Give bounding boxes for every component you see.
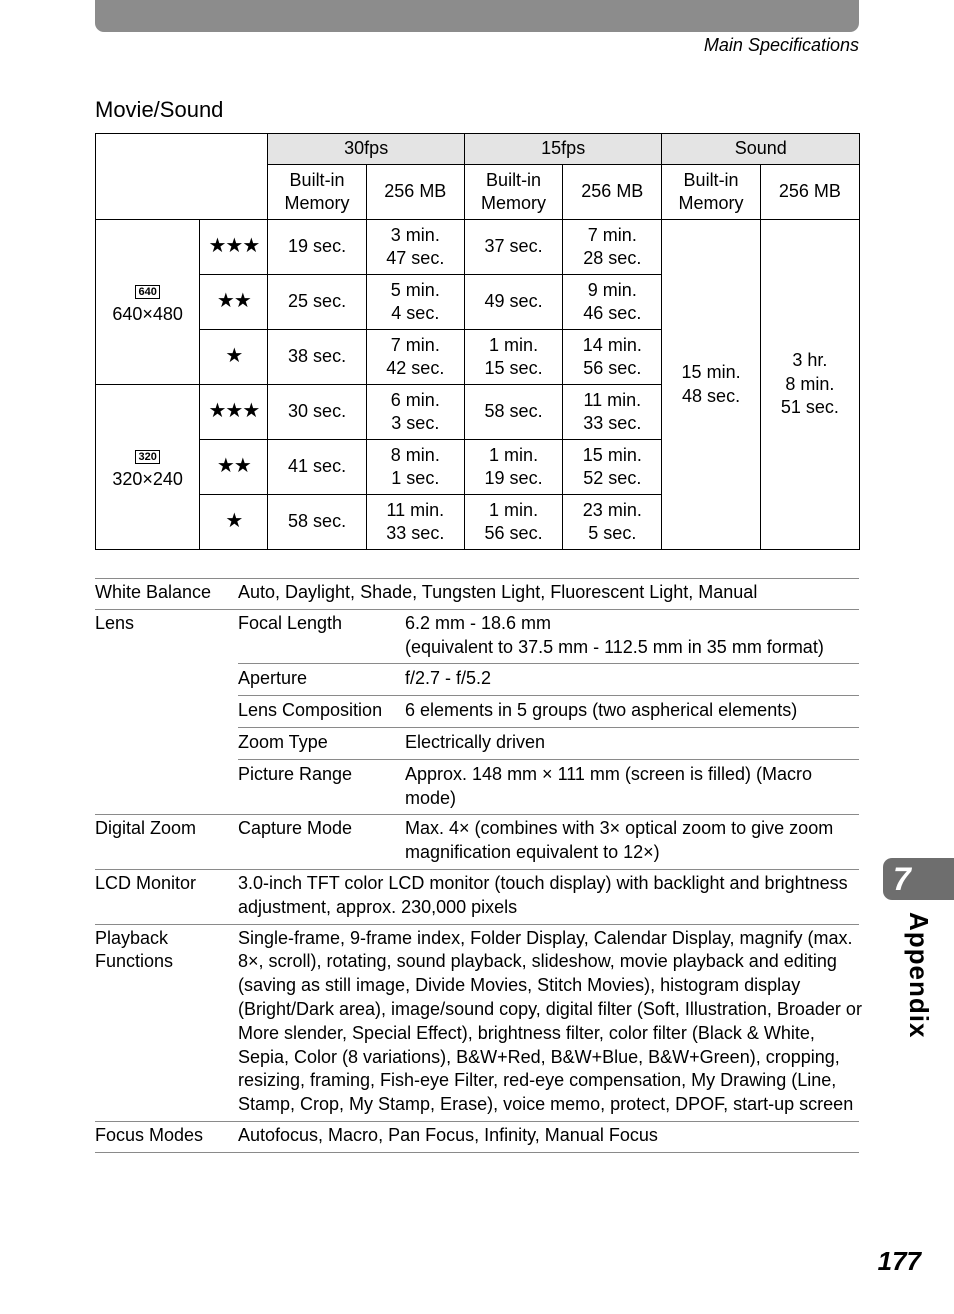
table-cell: 23 min. 5 sec. (563, 495, 662, 550)
table-cell: 37 sec. (464, 220, 562, 275)
sub-row-focal-length (238, 612, 859, 660)
sub-value: Approx. 148 mm × 111 mm (screen is filled) (Macro mode) (405, 763, 812, 808)
column-header-sound: Sound (662, 134, 860, 165)
table-cell: 30 sec. (268, 385, 366, 440)
subheader-built-in-memory: Built-in Memory (268, 165, 366, 220)
table-cell: 7 min. 42 sec. (366, 330, 464, 385)
appendix-label: Appendix (904, 912, 934, 1039)
spec-value: Auto, Daylight, Shade, Tungsten Light, Fluorescent Light, Manual (238, 582, 758, 602)
subheader-card: 256 MB (760, 165, 859, 220)
spec-label: White Balance (95, 582, 212, 602)
specifications-list (95, 578, 862, 1153)
spec-label: LCD Monitor (95, 872, 197, 893)
column-header-30fps: 30fps (268, 134, 465, 165)
sub-value: 6 elements in 5 groups (two aspherical elements) (405, 700, 798, 721)
table-cell: 14 min. 56 sec. (563, 330, 662, 385)
header-bar (95, 0, 859, 32)
table-cell: 58 sec. (464, 385, 562, 440)
sub-label: Focal Length (238, 612, 343, 633)
page-number: 177 (877, 1246, 921, 1276)
sub-row-zoom-type (238, 727, 859, 755)
resolution-label: 320×240 (112, 468, 183, 489)
table-cell: 7 min. 28 sec. (563, 220, 662, 275)
sub-label: Lens Composition (238, 700, 383, 721)
resolution-cell-320 (96, 385, 200, 550)
movie-sound-table (95, 133, 860, 550)
table-cell: 19 sec. (268, 220, 366, 275)
spec-row-focus-modes (95, 1121, 859, 1153)
spec-label: Digital Zoom (95, 818, 197, 839)
resolution-cell-640 (96, 220, 200, 385)
spec-value: Single-frame, 9-frame index, Folder Display, Calendar Display, magnify (max. 8×, scroll), rotating, sound playback, slideshow, movie playback and editing (saving as still image, Divide Movies, Stitch Movies), histogram display (Bright/Dark area), image/sound copy, digital filter (Soft, Illustration, Broader or More slender, Special Effect), brightness filter, color filter (Black & White, Sepia, Color (8 variations), B&W+Red, B&W+Blue, B&W+Green), cropping, resizing, framing, Fish-eye Filter, red-eye compensation, My Drawing (Line, Stamp, Crop, My Stamp, Erase), voice memo, protect, DPOF, start-up screen (238, 927, 862, 1115)
table-cell: 38 sec. (268, 330, 366, 385)
sub-value: Electrically driven (405, 731, 546, 752)
table-cell: 1 min. 56 sec. (464, 495, 562, 550)
sound-built-in-cell: 15 min. 48 sec. (662, 220, 760, 550)
table-cell: 1 min. 15 sec. (464, 330, 562, 385)
sub-value: f/2.7 - f/5.2 (405, 668, 492, 689)
table-cell: 49 sec. (464, 275, 562, 330)
spec-row-lcd-monitor (95, 869, 859, 924)
spec-label: Playback Functions (95, 927, 174, 972)
table-cell: 15 min. 52 sec. (563, 440, 662, 495)
table-row (96, 220, 860, 275)
table-cell: 11 min. 33 sec. (563, 385, 662, 440)
sub-row-capture-mode (238, 817, 859, 865)
resolution-320-icon: 320 (135, 450, 159, 464)
sub-value: Max. 4× (combines with 3× optical zoom to give zoom magnification equivalent to 12×) (405, 818, 834, 863)
spec-row-digital-zoom (95, 814, 859, 869)
section-title: Movie/Sound (95, 97, 224, 122)
table-cell: 9 min. 46 sec. (563, 275, 662, 330)
spec-row-lens (95, 609, 859, 815)
sub-label: Zoom Type (238, 731, 328, 752)
subheader-card: 256 MB (563, 165, 662, 220)
spec-value: Autofocus, Macro, Pan Focus, Infinity, Manual Focus (238, 1124, 658, 1145)
spec-value: 3.0-inch TFT color LCD monitor (touch display) with backlight and brightness adjustment, approx. 230,000 pixels (238, 872, 848, 917)
chapter-tab: 7 (883, 858, 954, 900)
table-corner-cell (96, 134, 268, 220)
resolution-label: 640×480 (112, 303, 183, 324)
table-cell: 25 sec. (268, 275, 366, 330)
quality-stars: ★★ (200, 440, 268, 495)
table-cell: 3 min. 47 sec. (366, 220, 464, 275)
resolution-640-icon: 640 (135, 285, 159, 299)
quality-stars: ★ (200, 495, 268, 550)
table-cell: 41 sec. (268, 440, 366, 495)
running-head: Main Specifications (703, 35, 859, 55)
quality-stars: ★★★ (200, 385, 268, 440)
lens-sub-specs (238, 612, 859, 811)
spec-row-playback-functions (95, 924, 862, 1121)
subheader-built-in-memory: Built-in Memory (464, 165, 562, 220)
table-cell: 6 min. 3 sec. (366, 385, 464, 440)
sub-value: 6.2 mm - 18.6 mm (equivalent to 37.5 mm - 112.5 mm in 35 mm format) (405, 612, 824, 657)
table-cell: 8 min. 1 sec. (366, 440, 464, 495)
column-header-15fps: 15fps (464, 134, 662, 165)
spec-label: Focus Modes (95, 1124, 204, 1145)
table-cell: 1 min. 19 sec. (464, 440, 562, 495)
subheader-card: 256 MB (366, 165, 464, 220)
spec-row-white-balance (95, 578, 859, 609)
table-cell: 5 min. 4 sec. (366, 275, 464, 330)
sub-label: Picture Range (238, 763, 353, 784)
sub-row-picture-range (238, 759, 859, 811)
quality-stars: ★★★ (200, 220, 268, 275)
quality-stars: ★★ (200, 275, 268, 330)
spec-label: Lens (95, 612, 135, 633)
sub-row-aperture (238, 663, 859, 691)
table-cell: 11 min. 33 sec. (366, 495, 464, 550)
subheader-built-in-memory: Built-in Memory (662, 165, 760, 220)
sound-card-cell: 3 hr. 8 min. 51 sec. (760, 220, 859, 550)
sub-row-lens-composition (238, 695, 859, 723)
sub-label: Aperture (238, 668, 308, 689)
quality-stars: ★ (200, 330, 268, 385)
sub-label: Capture Mode (238, 818, 353, 839)
table-cell: 58 sec. (268, 495, 366, 550)
